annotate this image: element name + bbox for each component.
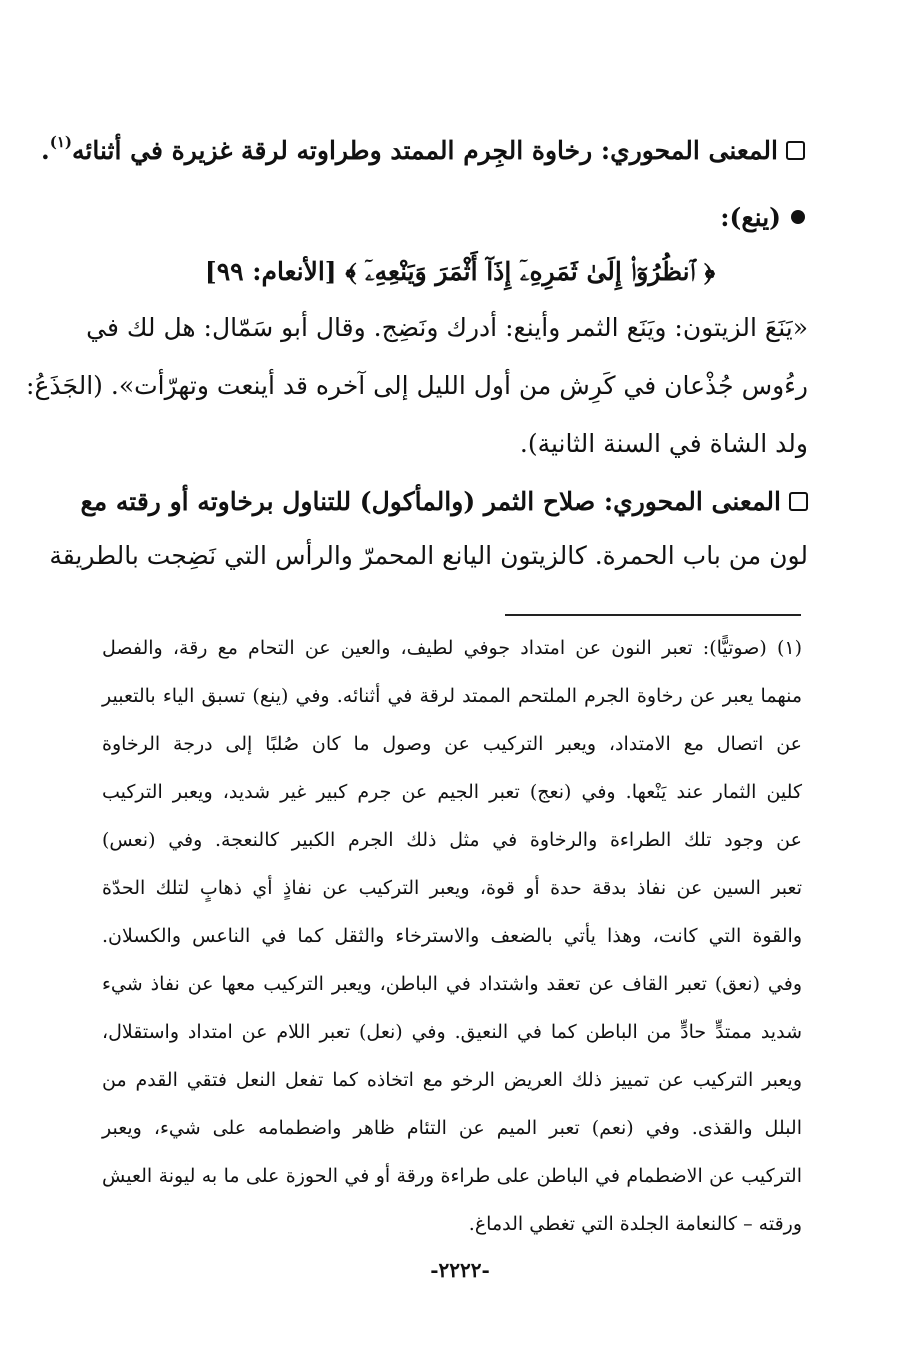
footnote-line: ويعبر التركيب عن تمييز ذلك العريض الرخو مع اتخاذه كما تفعل النعل فتقي القدم من [102,1069,802,1091]
footnote-marker[interactable]: (١) [49,133,72,151]
verse-text: ﴿ ٱنظُرُوٓا۟ إِلَىٰ ثَمَرِهِۦٓ إِذَآ أَثْمَرَ وَيَنْعِهِۦٓ ﴾ [345,257,716,286]
entry-heading-text: (ينع): [720,203,781,232]
footnote-line: منهما يعبر عن رخاوة الجرم الملتحم الممتد لرقة في أثنائه. وفي (ينع) تسبق الياء بالتعبير [102,685,802,707]
round-bullet-icon [791,210,805,224]
footnote-line: وفي (نعق) تعبر القاف عن تعقد واشتداد في الباطن، ويعبر التركيب معها عن نفاذ شيء [102,973,802,995]
footnote-line: عن اتصال مع الامتداد، ويعبر التركيب عن وصول ما كان صُلبًا إلى درجة الرخاوة [102,733,802,755]
footnote-divider [505,614,801,616]
verse-reference: [الأنعام: ٩٩] [204,257,337,286]
square-bullet-icon [786,141,805,160]
quran-verse [200,252,720,292]
core-meaning-label: المعنى المحوري [613,487,781,516]
paragraph-line: ولد الشاة في السنة الثانية). [519,429,808,458]
core-meaning-1 [41,122,805,171]
footnote-line: عن وجود تلك الطراءة والرخاوة في مثل ذلك الجرم الكبير كالنعجة. وفي (نعس) [102,829,802,851]
footnote-line: التركيب عن الاضطمام في الباطن على طراءة ورقة أو في الحوزة على ما به ليونة العيش [102,1165,802,1187]
footnote-line: (١) (صوتيًّا): تعبر النون عن امتداد جوفي لطيف، والعين عن التحام مع رقة، والفصل [102,637,802,659]
page-number: -٢٢٢٢- [430,1258,490,1282]
paragraph-line: لون من باب الحمرة. كالزيتون اليانع المحمرّ والرأس التي نَضِجت بالطريقة [49,541,808,570]
paragraph-line: رءُوس جُذْعان في كَرِش من أول الليل إلى آخره قد أينعت وتهرّأت». (الجَذَعُ: [26,371,808,400]
footnote-line: شديد ممتدٍّ حادٍّ من الباطن كما في النعيق. وفي (نعل) تعبر اللام عن امتداد واستقلال، [102,1021,802,1043]
core-meaning-end: . [41,136,50,165]
core-meaning-label: المعنى المحوري [610,136,778,165]
paragraph-line: «يَنَعَ الزيتون: ويَنَع الثمر وأينع: أدرك ونَضِج. وقال أبو سَمّال: هل لك في [86,313,808,342]
square-bullet-icon [789,492,808,511]
footnote-line: كلين الثمار عند يَنْعها. وفي (نعج) تعبر الجيم عن جرم كبير غير شديد، ويعبر التركيب [102,781,802,803]
footnote-line: تعبر السين عن نفاذ بدقة حدة أو قوة، ويعبر التركيب عن نفاذٍ أي ذهابٍ لتلك الحدّة [102,877,802,899]
core-meaning-text: : رخاوة الجِرم الممتد وطراوته لرقة غزيرة في أثنائه [72,136,611,165]
footnote-line: والقوة التي كانت، وهذا يأتي بالضعف والاسترخاء والثقل كما في الناعس والكسلان. [102,925,802,947]
footnote-line: البلل والقذى. وفي (نعم) تعبر الميم عن التئام ظاهر واضطمامه على شيء، ويعبر [102,1117,802,1139]
entry-heading [100,198,805,238]
core-meaning-text: : صلاح الثمر (والمأكول) للتناول برخاوته أو رقته مع [80,487,614,516]
footnote-line: ورقته – كالنعامة الجلدة التي تغطي الدماغ. [468,1213,802,1235]
core-meaning-2 [80,482,808,522]
